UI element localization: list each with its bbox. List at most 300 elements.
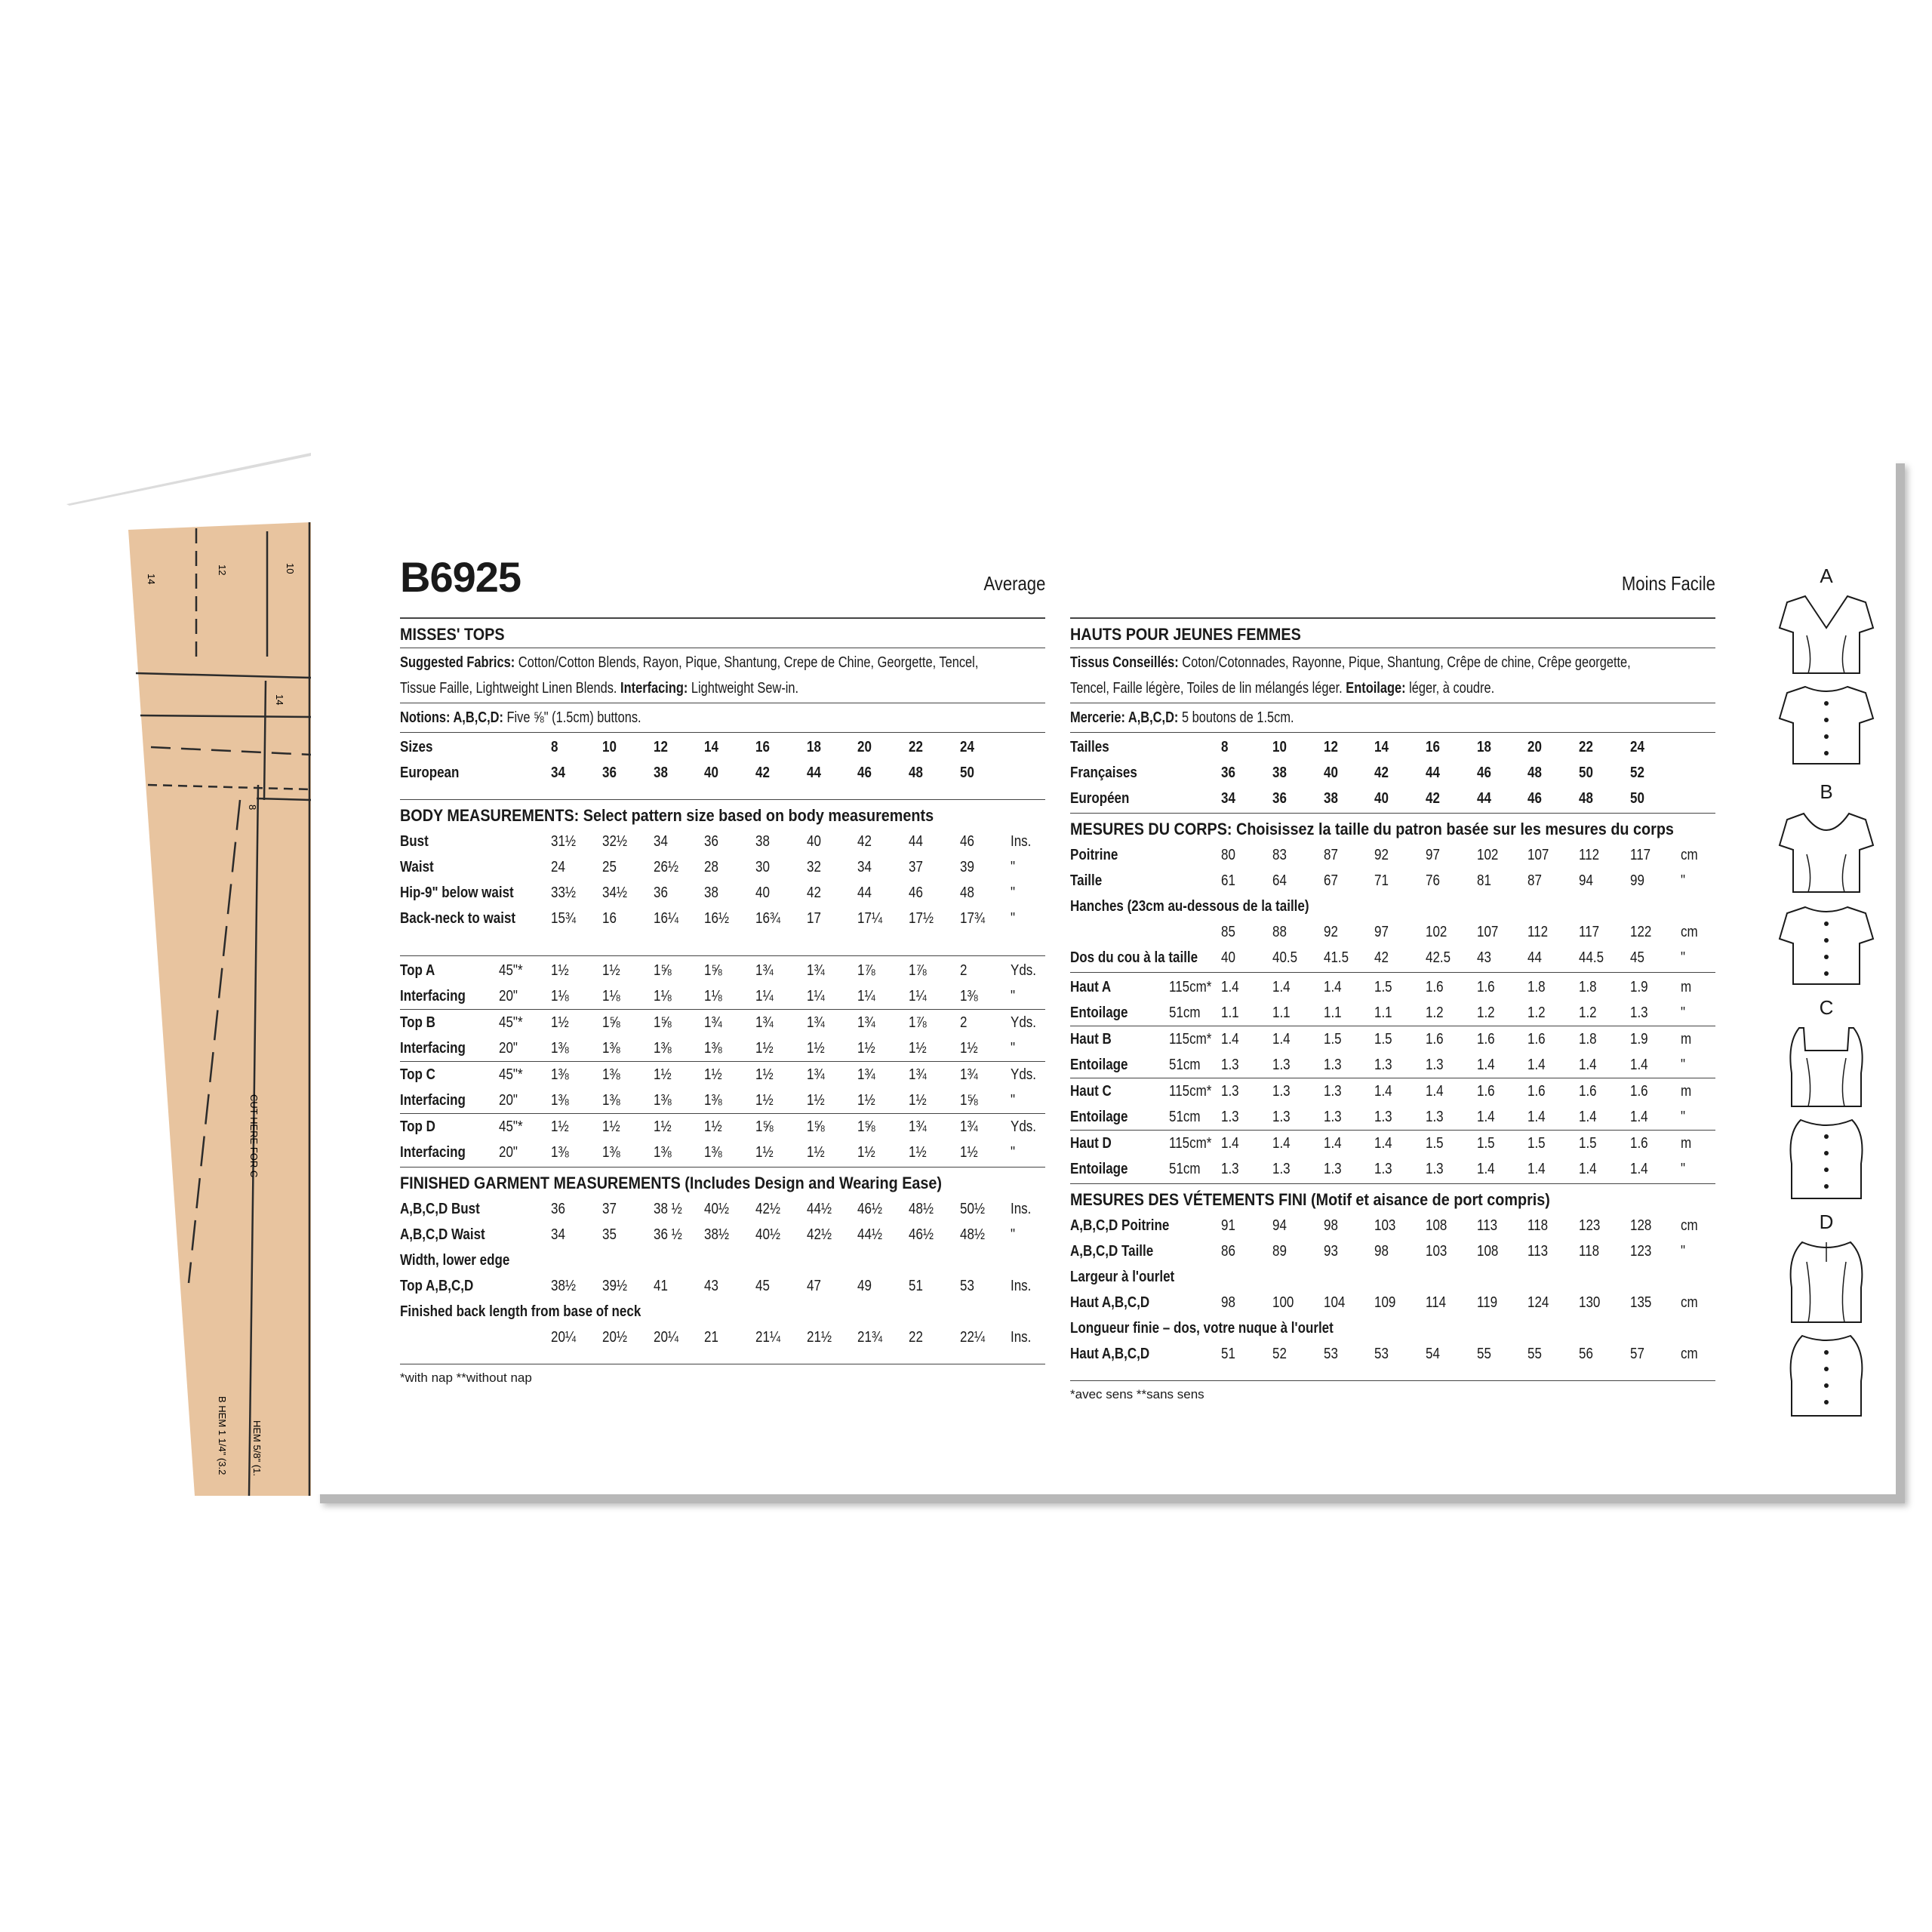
row-sub-label (499, 829, 551, 854)
row-value: 54 (1425, 1345, 1440, 1362)
row-value: 31½ (551, 832, 577, 850)
table-row (1070, 786, 1715, 811)
row-unit: Ins. (1011, 832, 1032, 850)
row-label: Top B (400, 1010, 499, 1036)
row-value: 38 (704, 884, 719, 901)
row-label: Largeur à l'ourlet (1070, 1268, 1175, 1285)
row-value: 53 (1323, 1345, 1338, 1362)
row-value: 44 (1425, 764, 1440, 781)
row-value: 1.1 (1221, 1004, 1239, 1021)
row-value: 1⅜ (653, 1143, 672, 1161)
row-value: 1.4 (1323, 978, 1342, 995)
row-value: 32½ (601, 832, 627, 850)
row-label: Interfacing (400, 1091, 466, 1109)
row-value: 24 (959, 738, 974, 755)
table-row (1070, 894, 1715, 919)
row-value: 1½ (654, 1062, 705, 1088)
table-row (1070, 734, 1715, 760)
table-row (1070, 1078, 1715, 1105)
row-value: 76 (1425, 872, 1440, 889)
row-label: Sizes (400, 738, 433, 755)
row-value: 55 (1527, 1345, 1543, 1362)
fabrics-text-2: Tissue Faille, Lightweight Linen Blends. Interfacing: Lightweight Sew-in. (400, 680, 799, 697)
row-value: 94 (1579, 872, 1593, 889)
row-value: 38 (653, 764, 668, 781)
row-sub-label (499, 1222, 551, 1247)
row-label: Entoilage (1070, 1160, 1128, 1177)
row-value: 1.1 (1323, 1004, 1342, 1021)
row-value: 1¾ (857, 1010, 909, 1036)
row-value: 122 (1629, 923, 1652, 940)
row-value: 1.1 (1272, 1004, 1291, 1021)
row-value: 1.4 (1629, 1160, 1648, 1177)
row-value: 107 (1476, 923, 1498, 940)
row-value: 1⅞ (909, 961, 927, 979)
row-value: 80 (1221, 846, 1236, 863)
row-value: 61 (1221, 872, 1236, 889)
row-value: 1½ (551, 1010, 602, 1036)
fabrics-text-2: Tencel, Faille légère, Toiles de lin mélangés léger. Entoilage: léger, à coudre. (1070, 680, 1495, 697)
row-sub-label (1169, 786, 1221, 811)
row-value: 55 (1476, 1345, 1491, 1362)
row-value: 42 (1425, 789, 1440, 807)
row-value: 1.4 (1476, 1108, 1495, 1125)
row-value: 1.4 (1579, 1056, 1597, 1073)
body-measurements-table (1070, 842, 1715, 971)
row-value: 113 (1527, 1242, 1549, 1260)
row-value: 1⅜ (704, 1039, 722, 1057)
row-sub-label: 45"* (499, 1114, 551, 1140)
row-value: 1½ (959, 1143, 978, 1161)
tissue-hem-label: HEM 5/8" (1. (251, 1420, 263, 1476)
view-thumbnails (1752, 560, 1903, 1466)
row-value: 38½ (551, 1277, 577, 1294)
row-value: 1.5 (1324, 1026, 1375, 1053)
row-unit (1011, 760, 1045, 786)
fabrics-text: Suggested Fabrics: Cotton/Cotton Blends, Rayon, Pique, Shantung, Crepe de Chine, Georgette, Tencel, (400, 654, 979, 671)
row-unit (1681, 734, 1715, 760)
footnote: *with nap **without nap (400, 1371, 532, 1385)
row-value: 1.4 (1272, 1131, 1324, 1157)
row-value: 1½ (909, 1143, 927, 1161)
table-row (1070, 868, 1715, 894)
tissue-cut-label: CUT HERE FOR C (248, 1094, 260, 1178)
row-value: 1⅝ (654, 1010, 705, 1036)
row-value: 40 (1221, 949, 1236, 966)
row-unit: m (1681, 1078, 1715, 1105)
row-unit: " (1011, 1226, 1016, 1243)
row-value: 36 (601, 764, 617, 781)
row-sub-label: 45"* (499, 1062, 551, 1088)
row-value: 36 (704, 832, 719, 850)
row-sub-label: 115cm* (1169, 978, 1212, 995)
row-value: 16 (1425, 738, 1440, 755)
row-value: 1⅜ (601, 1091, 620, 1109)
row-value: 112 (1527, 923, 1549, 940)
row-value: 1½ (806, 1039, 825, 1057)
row-value: 1.4 (1579, 1160, 1597, 1177)
row-value: 1.2 (1527, 1004, 1546, 1021)
row-label: A,B,C,D Waist (400, 1226, 485, 1243)
tissue-size-label: 12 (217, 565, 228, 576)
row-label: Interfacing (400, 1039, 466, 1057)
row-label: Poitrine (1070, 846, 1118, 863)
row-value: 94 (1272, 1217, 1287, 1234)
row-value: 1.1 (1374, 1004, 1392, 1021)
row-value: 1.3 (1221, 1056, 1239, 1073)
row-value: 1¾ (755, 1010, 807, 1036)
row-value: 42 (857, 832, 872, 850)
row-value: 1.4 (1272, 1026, 1324, 1053)
row-value: 1.3 (1323, 1108, 1342, 1125)
row-label: Top D (400, 1114, 499, 1140)
row-label: Taille (1070, 872, 1103, 889)
row-unit: " (1681, 949, 1686, 966)
row-value: 1⅜ (704, 1091, 722, 1109)
table-row (400, 760, 1045, 786)
table-row (400, 1114, 1045, 1140)
view-letter-d: D (1819, 1211, 1834, 1233)
row-value: 1½ (755, 1039, 774, 1057)
row-value: 1⅜ (602, 1062, 654, 1088)
row-value: 1.5 (1374, 1026, 1426, 1053)
row-value: 44½ (857, 1226, 883, 1243)
row-value: 1¼ (909, 987, 927, 1004)
row-value: 46½ (909, 1226, 934, 1243)
yardage-table (400, 958, 1045, 1165)
row-value: 1¼ (755, 987, 774, 1004)
row-value: 48 (1527, 764, 1543, 781)
row-value: 117 (1579, 923, 1600, 940)
row-value: 45 (1629, 949, 1644, 966)
row-value: 43 (704, 1277, 719, 1294)
row-value: 135 (1629, 1294, 1652, 1311)
row-value: 1.3 (1221, 1078, 1272, 1105)
row-value: 1.8 (1527, 978, 1546, 995)
row-value: 46 (1476, 764, 1491, 781)
row-unit: " (1011, 987, 1016, 1004)
row-unit: m (1681, 978, 1692, 995)
row-value: 1.4 (1629, 1108, 1648, 1125)
table-row (400, 1273, 1045, 1299)
table-row (1070, 1315, 1715, 1341)
row-value: 87 (1323, 846, 1338, 863)
row-value: 1.3 (1425, 1108, 1444, 1125)
row-sub-label: 51cm (1169, 1108, 1201, 1125)
footnote: *avec sens **sans sens (1070, 1387, 1204, 1401)
row-value: 32 (806, 858, 821, 875)
row-value: 85 (1221, 923, 1236, 940)
row-value: 1.6 (1527, 1078, 1579, 1105)
row-label: Haut D (1070, 1131, 1169, 1157)
row-value: 1¾ (755, 961, 774, 979)
row-value: 56 (1579, 1345, 1593, 1362)
row-value: 16½ (704, 909, 730, 927)
table-row (1070, 1052, 1715, 1078)
row-value: 1⅜ (601, 1039, 620, 1057)
row-value: 8 (1221, 738, 1229, 755)
row-value: 1.3 (1272, 1108, 1291, 1125)
row-value: 51 (1221, 1345, 1236, 1362)
row-value: 1.4 (1527, 1108, 1546, 1125)
row-value: 108 (1476, 1242, 1498, 1260)
row-value: 49 (857, 1277, 872, 1294)
notions-text: Mercerie: A,B,C,D: 5 boutons de 1.5cm. (1070, 709, 1294, 726)
row-value: 1⅝ (807, 1114, 858, 1140)
row-value: 50½ (959, 1200, 985, 1217)
row-value: 1⅜ (704, 1143, 722, 1161)
row-label: Entoilage (1070, 1056, 1128, 1073)
row-value: 1½ (857, 1143, 875, 1161)
row-value: 1.3 (1323, 1056, 1342, 1073)
row-label (1070, 919, 1169, 945)
row-value: 20¼ (551, 1328, 577, 1346)
row-value: 1.3 (1272, 1056, 1291, 1073)
table-row (400, 983, 1045, 1010)
row-unit: " (1681, 1108, 1686, 1125)
row-value: 17 (806, 909, 821, 927)
row-value: 1⅜ (653, 1091, 672, 1109)
top-c-front (1790, 1028, 1862, 1106)
garment-heading: MISSES' TOPS (400, 625, 505, 644)
row-value: 1½ (654, 1114, 705, 1140)
row-value: 83 (1272, 846, 1287, 863)
row-value: 10 (601, 738, 617, 755)
row-value: 1¼ (806, 987, 825, 1004)
row-value: 42 (1374, 949, 1389, 966)
row-value: 1⅜ (653, 1039, 672, 1057)
row-value: 18 (1476, 738, 1491, 755)
difficulty-row (1070, 572, 1715, 619)
row-value: 35 (601, 1226, 617, 1243)
row-sub-label (499, 760, 551, 786)
row-value: 53 (959, 1277, 974, 1294)
row-value: 87 (1527, 872, 1543, 889)
table-row (400, 1222, 1045, 1247)
tissue-size-label: 8 (247, 804, 258, 811)
row-value: 1¾ (807, 1062, 858, 1088)
row-value: 1.4 (1527, 1056, 1546, 1073)
row-value: 42.5 (1425, 949, 1451, 966)
row-value: 34 (653, 832, 668, 850)
body-measurements-title: MESURES DU CORPS: Choisissez la taille du patron basée sur les mesures du corps (1070, 820, 1674, 838)
row-value: 26½ (653, 858, 678, 875)
row-sub-label (499, 1324, 551, 1350)
row-value: 1¾ (960, 1114, 1011, 1140)
row-value: 1.4 (1221, 1131, 1272, 1157)
row-value: 1.4 (1374, 1078, 1426, 1105)
row-value: 44 (806, 764, 821, 781)
row-sub-label: 20" (499, 1039, 518, 1057)
table-row (1070, 842, 1715, 868)
row-value: 48 (909, 764, 923, 781)
table-row (400, 1140, 1045, 1165)
row-value: 1⅜ (551, 1091, 569, 1109)
row-value: 42½ (755, 1200, 781, 1217)
row-label: Longueur finie – dos, votre nuque à l'ourlet (1070, 1319, 1334, 1337)
row-value: 39 (959, 858, 974, 875)
row-value: 1.9 (1629, 978, 1648, 995)
row-value: 46 (1527, 789, 1543, 807)
row-value: 22 (909, 1328, 923, 1346)
row-sub-label: 115cm* (1169, 1131, 1221, 1157)
row-value: 1.3 (1374, 1160, 1392, 1177)
row-value: 1.5 (1477, 1131, 1528, 1157)
tissue-hem-label: B HEM 1 1/4" (3.2 (217, 1396, 228, 1475)
table-row (1070, 945, 1715, 971)
row-value: 1.4 (1527, 1160, 1546, 1177)
row-unit: Yds. (1011, 1062, 1045, 1088)
size-table (1070, 734, 1715, 811)
row-value: 1.4 (1272, 978, 1291, 995)
row-unit: cm (1681, 846, 1699, 863)
row-label: A,B,C,D Poitrine (1070, 1217, 1170, 1234)
row-label: Entoilage (1070, 1108, 1128, 1125)
row-value: 1.2 (1476, 1004, 1495, 1021)
row-value: 14 (1374, 738, 1389, 755)
row-value: 1.3 (1629, 1004, 1648, 1021)
row-label: Entoilage (1070, 1004, 1128, 1021)
row-unit: " (1011, 1143, 1016, 1161)
row-value: 8 (551, 738, 558, 755)
row-value: 50 (959, 764, 974, 781)
row-value: 24 (1629, 738, 1644, 755)
row-unit: Yds. (1011, 961, 1037, 979)
row-value: 104 (1323, 1294, 1345, 1311)
row-value: 1.4 (1476, 1160, 1495, 1177)
row-label: Back-neck to waist (400, 909, 516, 927)
row-label (400, 1324, 499, 1350)
row-value: 45 (755, 1277, 770, 1294)
row-unit: m (1681, 1026, 1715, 1053)
row-value: 1.4 (1426, 1078, 1477, 1105)
row-value: 1⅛ (653, 987, 672, 1004)
row-value: 21¾ (857, 1328, 883, 1346)
row-label: A,B,C,D Bust (400, 1200, 480, 1217)
row-sub-label (1169, 734, 1221, 760)
row-value: 37 (909, 858, 923, 875)
row-value: 98 (1323, 1217, 1338, 1234)
row-value: 1½ (959, 1039, 978, 1057)
row-value: 57 (1629, 1345, 1644, 1362)
row-value: 1.3 (1272, 1078, 1324, 1105)
row-value: 42 (755, 764, 770, 781)
row-label: Interfacing (400, 987, 466, 1004)
row-value: 102 (1476, 846, 1498, 863)
tissue-size-label: 14 (146, 574, 157, 585)
row-value: 1¾ (960, 1062, 1011, 1088)
row-value: 15¾ (551, 909, 577, 927)
row-value: 107 (1527, 846, 1549, 863)
row-value: 112 (1579, 846, 1600, 863)
row-value: 1.6 (1630, 1078, 1681, 1105)
table-row (1070, 760, 1715, 786)
row-sub-label (499, 734, 551, 760)
row-unit: " (1681, 1004, 1686, 1021)
finished-measurements-table (400, 1196, 1045, 1350)
row-value: 124 (1527, 1294, 1549, 1311)
table-row (400, 734, 1045, 760)
row-value: 37 (601, 1200, 617, 1217)
row-value: 20¼ (653, 1328, 678, 1346)
row-value: 1⅛ (704, 987, 722, 1004)
row-unit: m (1681, 1131, 1715, 1157)
row-value: 1.3 (1272, 1160, 1291, 1177)
row-value: 20 (857, 738, 872, 755)
row-value: 38 ½ (653, 1200, 682, 1217)
row-value: 102 (1425, 923, 1447, 940)
row-label: Interfacing (400, 1143, 466, 1161)
row-unit: " (1011, 858, 1016, 875)
row-value: 17¾ (959, 909, 985, 927)
row-value: 1½ (755, 1091, 774, 1109)
row-value: 44 (1476, 789, 1491, 807)
table-row (400, 1035, 1045, 1062)
row-value: 1.6 (1476, 978, 1495, 995)
tissue-size-label: 14 (274, 694, 285, 706)
row-value: 1½ (704, 1114, 755, 1140)
top-b-front (1780, 814, 1873, 892)
row-value: 1.6 (1477, 1078, 1528, 1105)
row-unit: Ins. (1011, 1200, 1032, 1217)
row-value: 46 (857, 764, 872, 781)
row-value: 118 (1579, 1242, 1600, 1260)
view-letter-c: C (1819, 996, 1834, 1019)
row-value: 24 (551, 858, 566, 875)
row-label: Européen (1070, 789, 1130, 807)
table-row (1070, 1213, 1715, 1238)
row-unit: Ins. (1011, 1277, 1032, 1294)
row-value: 50 (1579, 764, 1593, 781)
instruction-sheet (311, 454, 1896, 1494)
table-row (400, 1088, 1045, 1114)
row-unit: cm (1681, 1345, 1699, 1362)
table-row (1070, 1026, 1715, 1053)
row-value: 1.6 (1426, 1026, 1477, 1053)
row-value: 48½ (909, 1200, 934, 1217)
row-value: 25 (601, 858, 617, 875)
row-value: 41 (653, 1277, 668, 1294)
row-value: 41.5 (1323, 949, 1349, 966)
row-sub-label: 20" (499, 1143, 518, 1161)
row-sub-label: 115cm* (1169, 1026, 1221, 1053)
row-value: 98 (1374, 1242, 1389, 1260)
row-value: 22¼ (959, 1328, 985, 1346)
row-value: 44.5 (1579, 949, 1604, 966)
row-value: 1¾ (806, 961, 825, 979)
row-label: Haut A,B,C,D (1070, 1345, 1150, 1362)
row-label: A,B,C,D Taille (1070, 1242, 1154, 1260)
table-row (1070, 1264, 1715, 1290)
row-value: 34 (1221, 789, 1236, 807)
row-value: 1.8 (1579, 978, 1597, 995)
table-row (400, 958, 1045, 983)
row-value: 36 (653, 884, 668, 901)
view-letter-a: A (1820, 565, 1833, 587)
row-value: 20½ (601, 1328, 627, 1346)
row-value: 1.8 (1579, 1026, 1630, 1053)
row-label: Hanches (23cm au-dessous de la taille) (1070, 897, 1309, 915)
row-value: 1.6 (1630, 1131, 1681, 1157)
finished-measurements-title: MESURES DES VÉTEMENTS FINI (Motif et aisance de port compris) (1070, 1190, 1550, 1209)
row-value: 118 (1527, 1217, 1549, 1234)
row-value: 1¾ (704, 1010, 755, 1036)
row-value: 1⅞ (857, 961, 875, 979)
row-value: 17¼ (857, 909, 883, 927)
row-value: 1.9 (1630, 1026, 1681, 1053)
row-sub-label (1169, 1341, 1221, 1367)
row-unit: Ins. (1011, 1328, 1032, 1346)
